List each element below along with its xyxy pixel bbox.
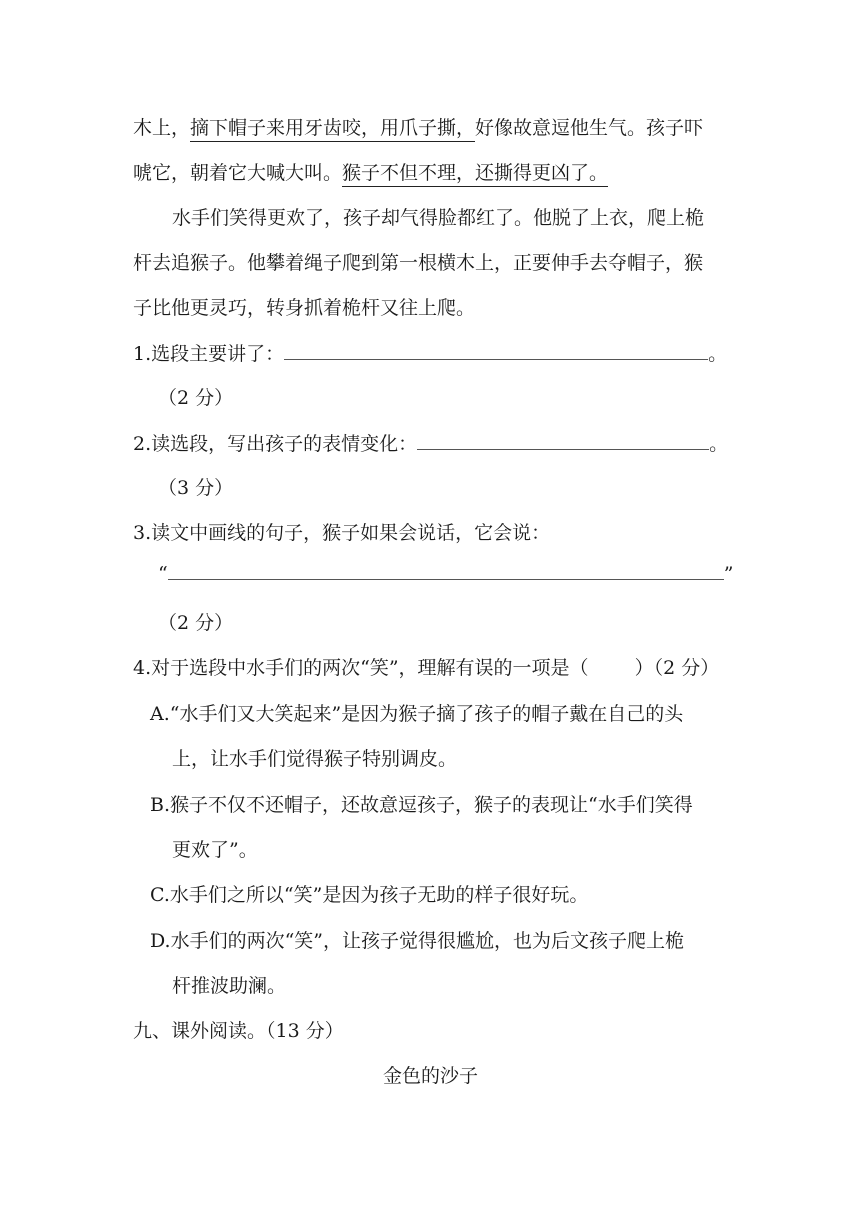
question-1-text: 1.选段主要讲了：	[133, 343, 285, 365]
option-c: C.水手们之所以“笑”是因为孩子无助的样子很好玩。	[150, 884, 589, 906]
passage-line-1	[133, 116, 703, 140]
open-quote: “	[158, 563, 168, 585]
passage-text: 唬它，朝着它大喊大叫。	[133, 162, 343, 184]
question-2-text: 2.读选段，写出孩子的表情变化：	[133, 433, 418, 455]
question-2	[133, 431, 728, 456]
close-quote: ”	[723, 563, 734, 585]
passage-line-4: 杆去追猴子。他攀着绳子爬到第一根横木上，正要伸手去夺帽子，猴	[133, 252, 704, 274]
passage-text: 木上，	[133, 117, 191, 139]
option-d-line-1: D.水手们的两次“笑”，让孩子觉得很尴尬，也为后文孩子爬上桅	[150, 930, 685, 952]
passage-line-3: 水手们笑得更欢了，孩子却气得脸都红了。他脱了上衣，爬上桅	[172, 207, 705, 229]
question-3-text: 3.读文中画线的句子，猴子如果会说话，它会说：	[133, 522, 551, 544]
question-4-text: 4.对于选段中水手们的两次“笑”，理解有误的一项是（	[133, 657, 589, 679]
question-2-score: （3 分）	[158, 477, 234, 499]
question-4-score: ）（2 分）	[634, 657, 720, 679]
passage-text: 好像故意逗他生气。孩子吓	[475, 117, 704, 139]
question-3-score: （2 分）	[158, 612, 234, 634]
question-1-score: （2 分）	[158, 387, 234, 409]
answer-blank-2[interactable]	[417, 431, 709, 450]
question-1	[133, 341, 727, 366]
question-4	[133, 656, 719, 680]
passage-title: 金色的沙子	[383, 1065, 479, 1087]
answer-blank-1[interactable]	[284, 341, 708, 360]
passage-line-2	[133, 161, 608, 185]
option-b-line-2: 更欢了”。	[172, 839, 258, 861]
option-d-line-2: 杆推波助澜。	[172, 975, 287, 997]
passage-line-5: 子比他更灵巧，转身抓着桅杆又往上爬。	[133, 297, 476, 319]
underlined-sentence-2: 猴子不但不理，还撕得更凶了。	[342, 162, 608, 187]
question-3-answer	[158, 561, 733, 586]
option-b-line-1: B.猴子不仅不还帽子，还故意逗孩子，猴子的表现让“水手们笑得	[150, 794, 693, 816]
option-a-line-1: A.“水手们又大笑起来”是因为猴子摘了孩子的帽子戴在自己的头	[150, 703, 684, 725]
question-2-end: 。	[709, 433, 729, 455]
answer-blank-3[interactable]	[168, 561, 724, 580]
question-1-end: 。	[708, 343, 728, 365]
underlined-sentence-1: 摘下帽子来用牙齿咬，用爪子撕，	[190, 117, 475, 142]
option-a-line-2: 上，让水手们觉得猴子特别调皮。	[172, 748, 458, 770]
section-heading: 九、课外阅读。（13 分）	[133, 1020, 344, 1042]
